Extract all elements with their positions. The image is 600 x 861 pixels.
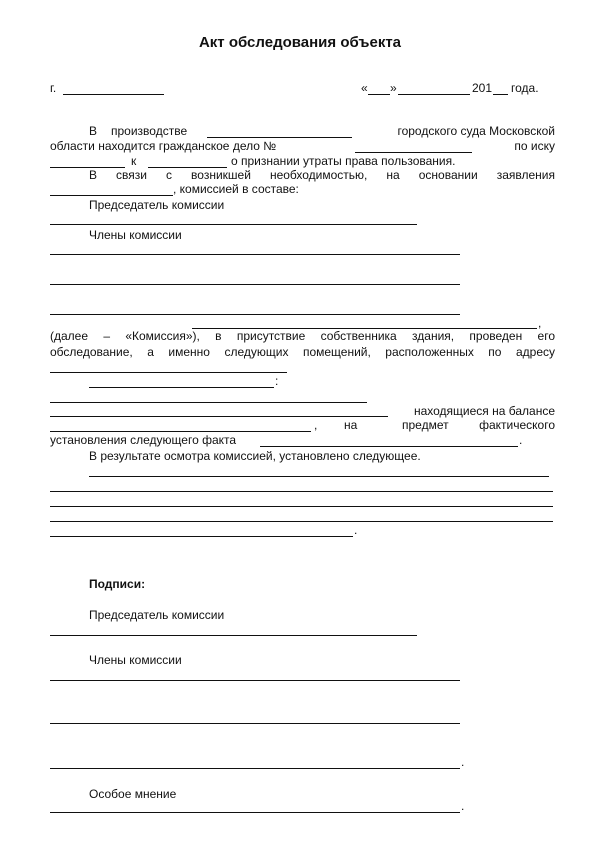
address-blank[interactable] — [89, 387, 274, 388]
date-year-blank[interactable] — [493, 94, 508, 95]
sig-chair-blank[interactable] — [50, 635, 417, 636]
date-day-blank[interactable] — [368, 94, 390, 95]
date-year: 201 — [472, 81, 493, 95]
date-quote-close: » — [390, 81, 397, 95]
p1-line2-start: области находится гражданское дело № — [50, 139, 277, 153]
members-label: Члены комиссии — [89, 228, 182, 242]
premises-blank[interactable] — [50, 402, 367, 403]
result-blank[interactable] — [50, 521, 553, 522]
city-blank[interactable] — [63, 94, 164, 95]
sig-chair-label: Председатель комиссии — [89, 608, 225, 622]
court-name-blank[interactable] — [207, 137, 352, 138]
case-number-blank[interactable] — [355, 152, 472, 153]
fact-text: фактического — [479, 418, 555, 432]
period-mark: . — [519, 433, 523, 447]
member-blank[interactable] — [50, 284, 460, 285]
establish-text: установления следующего факта — [50, 433, 237, 447]
address-blank[interactable] — [50, 372, 287, 373]
fact-blank[interactable] — [260, 446, 518, 447]
predmet-text: предмет — [402, 418, 449, 432]
chair-blank[interactable] — [50, 224, 417, 225]
date-month-blank[interactable] — [398, 94, 470, 95]
p1-word-v: В — [89, 124, 98, 138]
p1-word-proizvodstve: производстве — [111, 124, 188, 138]
balance-holder-blank[interactable] — [50, 431, 311, 432]
result-blank[interactable] — [50, 506, 553, 507]
colon-mark: : — [275, 374, 279, 388]
date-suffix: года. — [511, 81, 539, 95]
period-mark: . — [354, 523, 358, 537]
member-blank[interactable] — [50, 314, 460, 315]
premises-blank[interactable] — [50, 416, 388, 417]
result-text: В результате осмотра комиссией, установлено следующее. — [89, 449, 421, 463]
result-blank[interactable] — [50, 491, 553, 492]
member-blank[interactable] — [50, 254, 460, 255]
balance-text: находящиеся на балансе — [413, 404, 555, 418]
signatures-heading: Подписи: — [89, 577, 146, 591]
sig-members-label: Члены комиссии — [89, 653, 182, 667]
result-blank[interactable] — [50, 536, 353, 537]
p3-line1: (далее – «Комиссия»), в присутствие собственника здания, проведен его — [50, 329, 555, 343]
p1-line2-end: по иску — [514, 139, 555, 153]
sig-member-blank[interactable] — [50, 680, 460, 681]
result-blank[interactable] — [89, 476, 549, 477]
p3-line2: обследование, а именно следующих помещений, расположенных по адресу — [50, 345, 555, 359]
page-title: Акт обследования объекта — [198, 34, 402, 51]
chair-label: Председатель комиссии — [89, 198, 225, 212]
dissent-blank[interactable] — [50, 812, 460, 813]
comma-mark: , — [538, 316, 542, 330]
application-blank[interactable] — [50, 195, 173, 196]
period-mark: . — [461, 755, 465, 769]
period-mark: . — [461, 799, 465, 813]
sig-member-blank[interactable] — [50, 768, 460, 769]
dissent-label: Особое мнение — [89, 787, 177, 801]
p2-line1: В связи с возникшей необходимостью, на основании заявления — [89, 168, 555, 182]
sig-member-blank[interactable] — [50, 723, 460, 724]
date-quote-open: « — [361, 81, 368, 95]
p1-line3-k: к — [131, 154, 137, 168]
na-text: на — [344, 418, 358, 432]
p1-line3-rest: о признании утраты права пользования. — [231, 154, 456, 168]
p1-line1-tail: городского суда Московской — [397, 124, 555, 138]
city-prefix: г. — [50, 81, 57, 95]
comma-mark: , — [314, 418, 318, 432]
p2-line2: , комиссией в составе: — [173, 182, 299, 196]
